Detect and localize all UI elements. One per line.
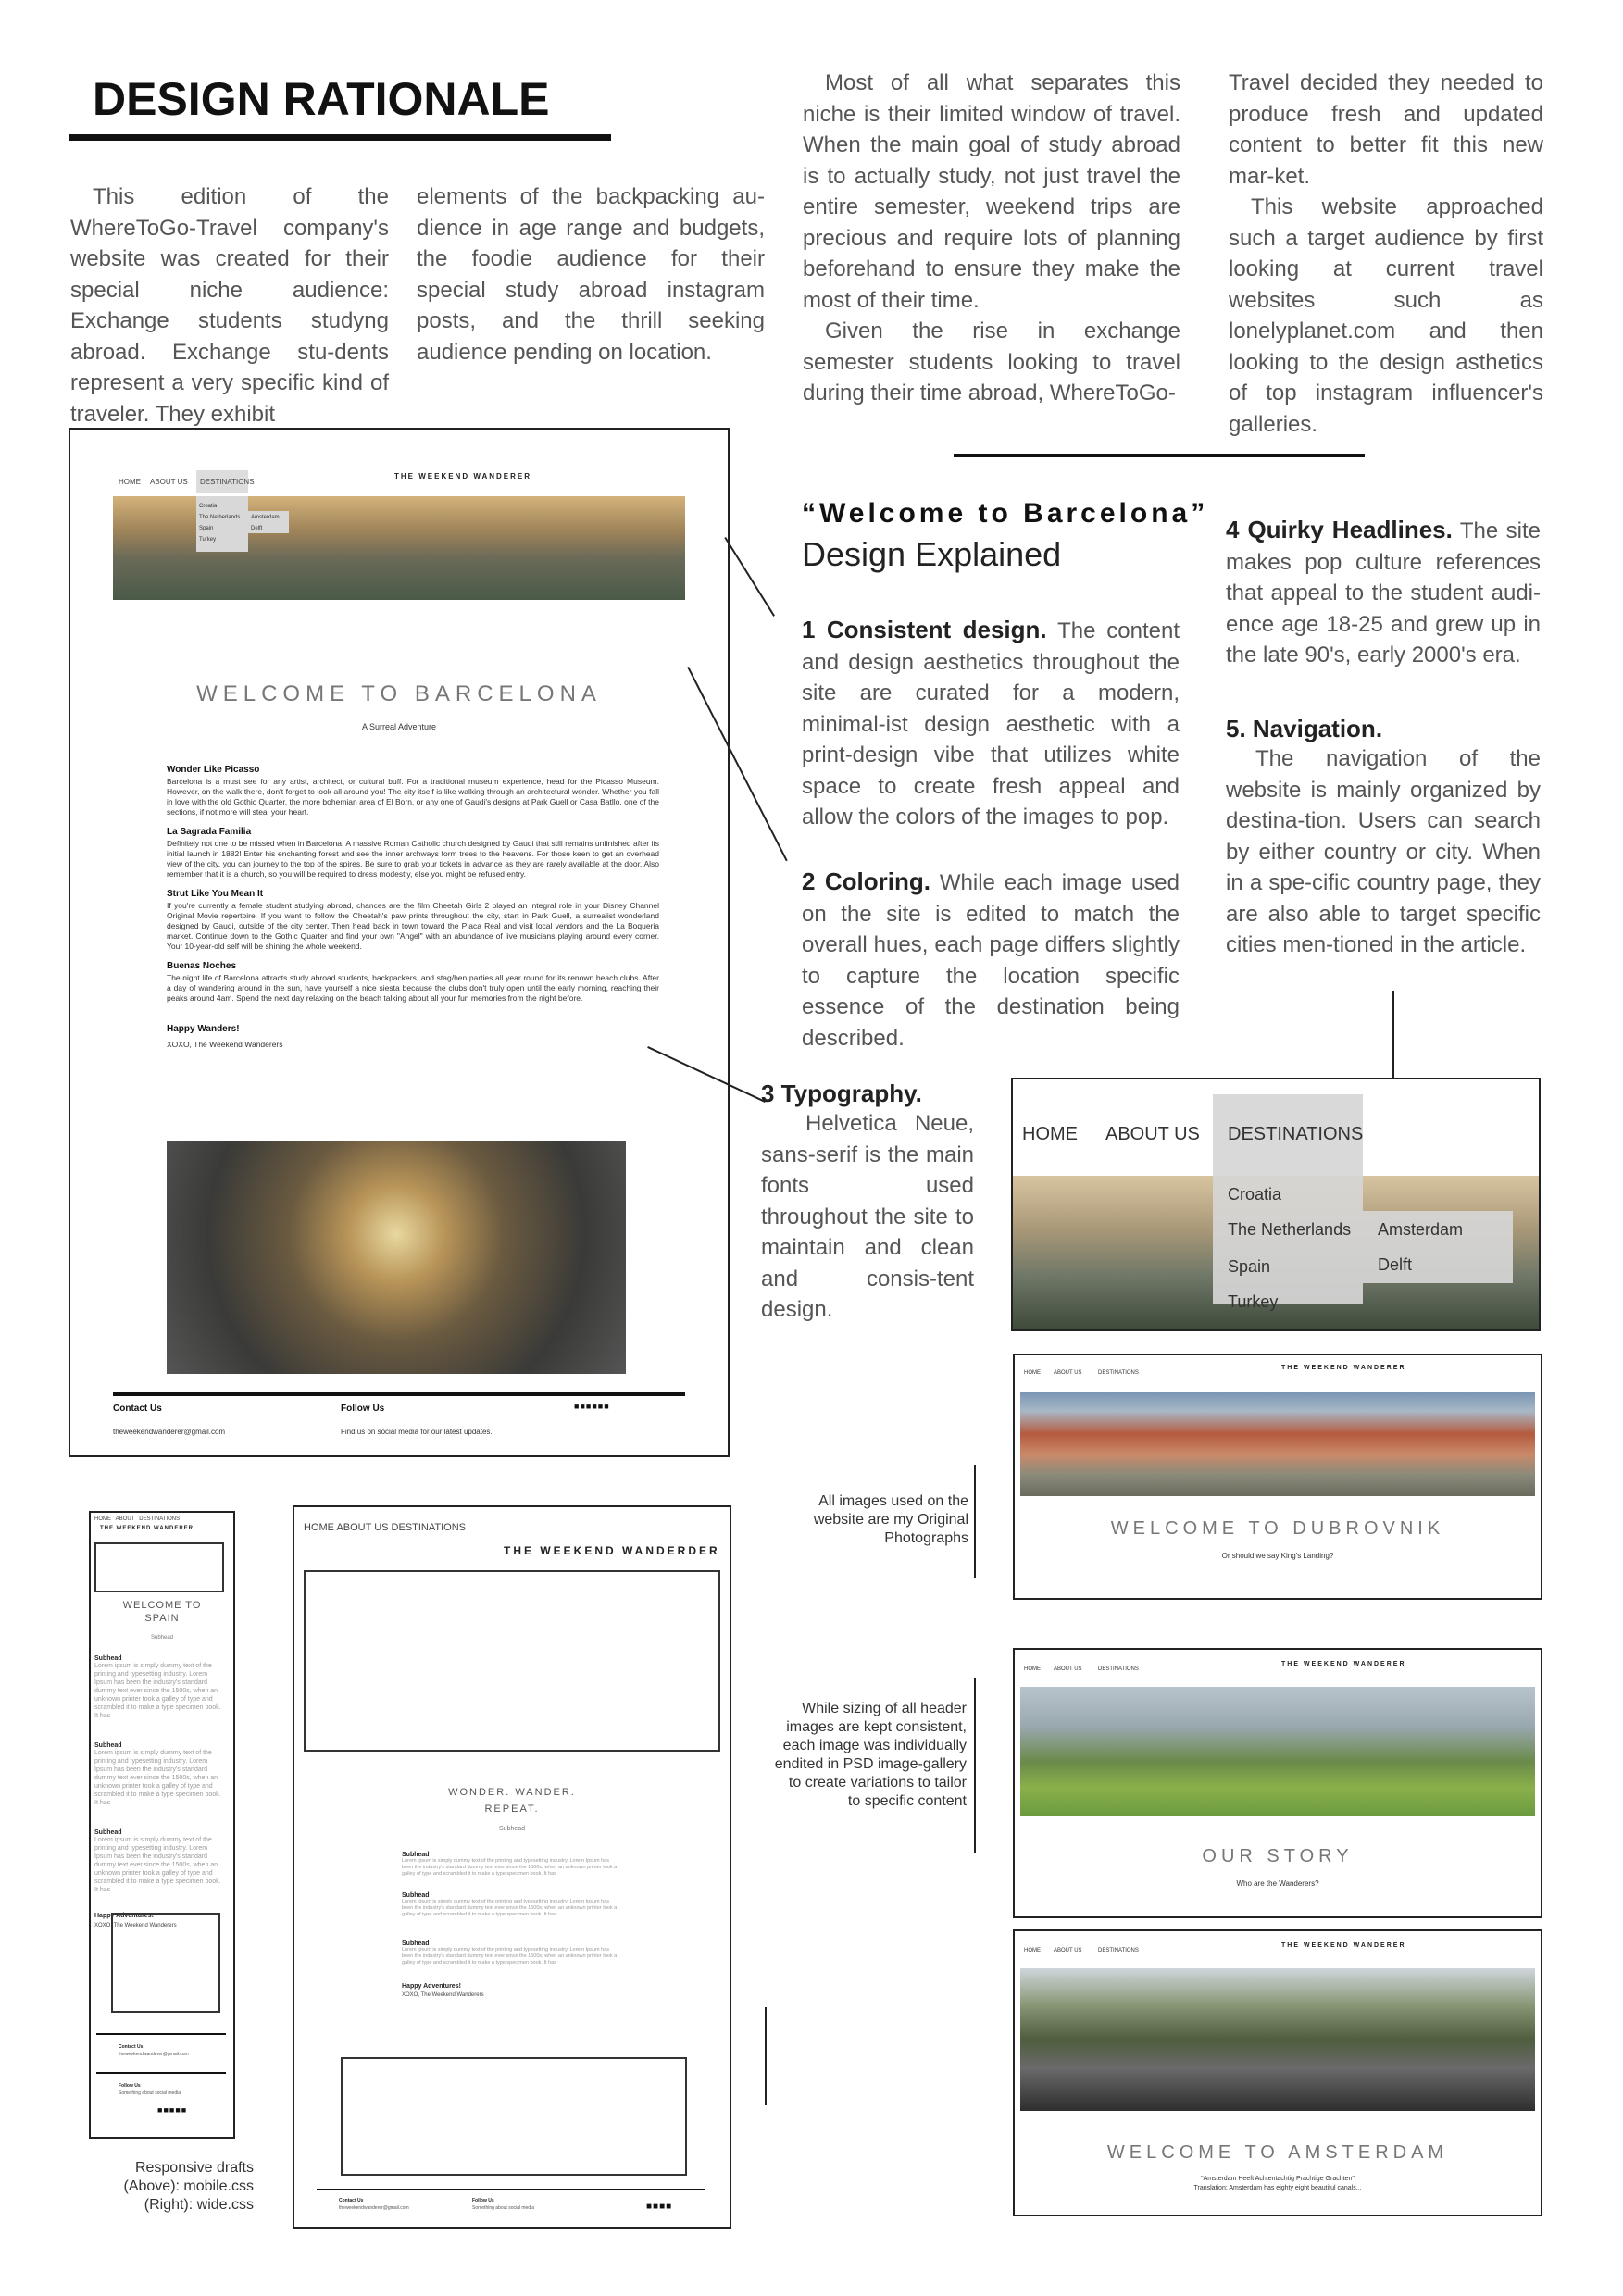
sagrada-familia-image [167,1141,626,1374]
mobile-sub-2: Subhead [94,1742,122,1749]
mobile-header-placeholder [94,1542,224,1592]
point-1 [802,615,1180,833]
mobile-lorem-1: Lorem ipsum is simply dummy text of the printing and typesetting industry. Lorem Ipsum has been the industry's standard dummy text ever since the 1500s, when an unknown printer took a galley of type and scrambled it to make a type specimen book. It has [94,1663,221,1719]
intro-col-2 [417,181,765,368]
wide-lorem-1: Lorem ipsum is simply dummy text of the printing and typesetting industry. Lorem Ipsum has been the industry's standard dummy text ever since the 1500s, when an unknown printer took a galley of type and scrambled it to make a type specimen book. It has [402,1858,618,1877]
zoom-item-turkey[interactable]: Turkey [1228,1292,1279,1311]
mobile-footer-rule [96,2033,226,2035]
mobile-follow: Follow Us [119,2083,141,2089]
wide-xoxo: XOXO, The Weekend Wanderers [402,1992,484,1998]
tumblr-icon[interactable]: ■ [597,1402,605,1411]
mobile-lorem-3: Lorem ipsum is simply dummy text of the printing and typesetting industry. Lorem Ipsum has been the industry's standard dummy text ever since the 1500s, when an unknown printer took a galley of type and scrambled it to make a type specimen book. It has [94,1837,221,1893]
dd-turkey[interactable]: Turkey [199,537,217,543]
section-divider [954,454,1365,457]
ams-sub-1: "Amsterdam Heeft Achtentachtig Prachtige Grachten" [1201,2176,1355,2182]
caption-images: All images used on the website are my Original Photographs [813,1493,968,1546]
our-story-header-image [1020,1687,1535,1816]
mobile-xoxo: XOXO, The Weekend Wanderers [94,1923,177,1928]
barcelona-article [167,755,659,1050]
point-1-body: The content and design aesthetics throughout the site are curated for a modern, minimal-ist design aesthetic with a print-design vibe that utilizes white space to create fresh appeal and allow the colors of the images to pop. [802,618,1180,830]
zoom-sub-delft[interactable]: Delft [1378,1255,1413,1274]
ams-nav-home[interactable]: HOME [1024,1948,1041,1953]
footer-contact-email[interactable]: theweekendwanderer@gmail.com [113,1428,226,1436]
pinterest-icon[interactable]: ■ [175,2105,181,2115]
wide-sub-2: Subhead [402,1892,430,1899]
zoom-sub-amsterdam[interactable]: Amsterdam [1378,1220,1464,1239]
explained-quote: “Welcome to Barcelona” [802,498,1209,529]
intro-col-1-text: This edition of the WhereToGo-Travel company's website was created for their special niche audience: Exchange students studyng abroad. Exchange stu-dents represent a very specific kind of traveler. They exhibit [70,184,389,427]
caption-sizing: While sizing of all header images are kept consistent, each image was individually endited in PSD image-gallery to create variations to tailor to specific content [774,1701,967,1809]
dd-netherlands[interactable]: The Netherlands [199,515,241,520]
article-heading-2: La Sagrada Familia [167,827,252,837]
barcelona-tagline: A Surreal Adventure [361,722,437,731]
story-nav-destinations[interactable]: DESTINATIONS [1098,1666,1139,1672]
intro-col-4-text-a: Travel decided they needed to produce fresh and updated content to better fit this new mar-ket. [1229,70,1543,189]
nav-connector-line [1392,991,1394,1079]
story-sub: Who are the Wanderers? [1236,1879,1319,1888]
twitter-icon[interactable]: ■ [585,1402,593,1411]
zoomed-nav-mockup [1011,1078,1541,1331]
wide-nav[interactable]: HOME ABOUT US DESTINATIONS [304,1522,467,1533]
wide-welcome-2: REPEAT. [484,1803,540,1815]
wide-happy: Happy Adventures! [402,1983,461,1990]
intro-col-3-text-b: Given the rise in exchange semester students looking to travel during their time abroad, WhereToGo- [803,318,1180,406]
page-title: DESIGN RATIONALE [93,73,550,125]
article-text-2: Definitely not one to be missed when in Barcelona. A massive Roman Catholic church designed by Gaudi that still remains unfinished after its initial launch in 1882! Enter his enchanting forest and see the inner archways form trees to the heavens. For those keen to get an overhead view of the city, you can journey to the top of the spires. Be sure to grab your tickets in advance as they are rarely available at the door. Also remember that it is a church, so you will be required to dress modestly, else you might be refused entry. [167,839,659,879]
wide-draft [293,1505,731,2229]
dd-spain[interactable]: Spain [199,526,214,531]
intro-col-1 [70,181,389,430]
drafts-caption-2: (Above): mobile.css [123,2178,254,2194]
our-story-page [1013,1648,1542,1918]
wide-social-text: Something about social media [472,2205,534,2211]
explained-subtitle: Design Explained [802,535,1062,573]
intro-col-2-text: elements of the backpacking au-dience in age range and budgets, the foodie audience for their special study abroad instagram posts, and the thrill seeking audience pending on location. [417,184,765,365]
twitter-icon[interactable]: ■ [659,2202,667,2212]
dub-nav-destinations[interactable]: DESTINATIONS [1098,1370,1139,1376]
intro-col-4-text-b: This website approached such a target audience by first looking at current travel websites such as lonelyplanet.com and then looking to the design asthetics of top instagram influencer's galleries. [1229,194,1543,437]
zoom-nav-about[interactable]: ABOUT US [1105,1124,1200,1144]
footer-contact-heading: Contact Us [113,1404,162,1414]
zoom-dropdown [1213,1094,1364,1311]
facebook-icon[interactable]: ■ [574,1402,581,1411]
ams-title: WELCOME TO AMSTERDAM [1106,2142,1449,2163]
wide-article [402,1852,620,1998]
facebook-icon[interactable]: ■ [157,2105,164,2115]
mobile-article [94,1655,224,1928]
ams-nav-destinations[interactable]: DESTINATIONS [1098,1948,1139,1953]
title-rule [69,134,611,141]
wide-sub-3: Subhead [402,1940,430,1947]
point-1-heading: 1 Consistent design. [802,616,1047,643]
zoom-item-netherlands[interactable]: The Netherlands [1228,1220,1352,1239]
mock-subdropdown [248,511,289,533]
mobile-welcome-1: WELCOME TO [122,1600,202,1611]
mobile-happy: Happy Adventures! [94,1913,154,1919]
dd-amsterdam[interactable]: Amsterdam [251,515,280,520]
mock-dropdown [196,496,248,552]
wide-lorem-3: Lorem ipsum is simply dummy text of the printing and typesetting industry. Lorem Ipsum has been the industry's standard dummy text ever since the 1500s, when an unknown printer took a galley of type and scrambled it to make a type specimen book. It has [402,1947,618,1965]
point-4-heading: 4 Quirky Headlines. [1226,516,1453,543]
article-signoff: Happy Wanders! [167,1024,240,1034]
mobile-sub-1: Subhead [94,1655,122,1662]
article-xoxo: XOXO, The Weekend Wanderers [167,1040,283,1049]
barcelona-mockup [69,428,730,1457]
story-nav-home[interactable]: HOME [1024,1666,1041,1672]
point-2-body: While each image used on the site is edited to match the overall hues, each page differs slightly to capture the location specific essence of the destination being described. [802,870,1180,1051]
mock-nav-destinations[interactable]: DESTINATIONS [196,470,248,493]
point-5 [1226,715,1541,961]
mobile-email[interactable]: theweekendwanderer@gmail.com [119,2052,189,2057]
instagram-icon[interactable]: ■ [163,2105,169,2115]
mobile-image-placeholder [111,1913,220,2013]
wide-welcome-1: WONDER. WANDER. [448,1787,576,1798]
tumblr-icon[interactable]: ■ [666,2202,673,2212]
point-4 [1226,515,1541,671]
story-nav-about[interactable]: ABOUT US [1054,1666,1082,1672]
wide-social-icons [646,2202,672,2212]
caption-images-line [974,1465,976,1578]
mobile-brand: THE WEEKEND WANDERER [100,1526,194,1531]
barcelona-welcome: WELCOME TO BARCELONA [196,681,602,706]
dub-nav-about[interactable]: ABOUT US [1054,1370,1082,1376]
mock-brand: THE WEEKEND WANDERER [394,472,532,480]
drafts-caption [70,2159,254,2215]
wide-email[interactable]: theweekendwanderer@gmail.com [339,2205,409,2211]
instagram-icon[interactable]: ■ [580,1402,586,1411]
twitter-icon[interactable]: ■ [169,2105,176,2115]
footer-follow-heading: Follow Us [341,1404,385,1414]
amsterdam-header-image [1020,1968,1535,2111]
story-title: OUR STORY [1202,1846,1354,1866]
dub-brand: THE WEEKEND WANDERER [1281,1365,1406,1371]
zoom-item-spain[interactable]: Spain [1228,1257,1271,1276]
mobile-social-text: Something about social media [119,2090,181,2096]
dub-nav-home[interactable]: HOME [1024,1370,1041,1376]
ams-brand: THE WEEKEND WANDERER [1281,1942,1406,1949]
ams-sub-2: Translation: Amsterdam has eighty eight beautiful canals... [1193,2185,1362,2191]
dubrovnik-page [1013,1354,1542,1600]
intro-col-3 [803,68,1180,409]
story-brand: THE WEEKEND WANDERER [1281,1661,1406,1667]
footer-rule [113,1392,685,1396]
dub-sub: Or should we say King's Landing? [1221,1552,1334,1560]
mobile-lorem-2: Lorem ipsum is simply dummy text of the printing and typesetting industry. Lorem Ipsum has been the industry's standard dummy text ever since the 1500s, when an unknown printer took a galley of type and scrambled it to make a type specimen book. It has [94,1750,221,1806]
mobile-footer-rule-2 [96,2072,226,2074]
instagram-icon[interactable]: ■ [653,2202,660,2212]
point-4-body: The site makes pop culture references that appeal to the student audi-ence age 18-25 and grew up in the late 90's, early 2000's era. [1226,518,1541,668]
wide-follow: Follow Us [472,2198,494,2203]
footer-follow-text: Find us on social media for our latest updates. [341,1428,493,1436]
zoom-nav-destinations[interactable]: DESTINATIONS [1228,1124,1364,1144]
vimeo-icon[interactable]: ■ [604,1402,610,1411]
amsterdam-page [1013,1929,1542,2216]
drafts-caption-3: (Right): wide.css [144,2197,254,2213]
wide-subhead: Subhead [498,1826,526,1832]
tumblr-icon[interactable]: ■ [181,2105,188,2115]
article-heading-4: Buenas Noches [167,961,237,971]
ams-nav-about[interactable]: ABOUT US [1054,1948,1082,1953]
intro-col-3-text-a: Most of all what separates this niche is their limited window of travel. When the main goal of study abroad is to actually study, not just travel the entire semester, weekend trips are precious and require lots of planning beforehand to ensure they make the most of their time. [803,70,1180,313]
wide-footer-rule [317,2189,705,2190]
point-3 [761,1079,974,1326]
zoom-nav-home[interactable]: HOME [1022,1124,1078,1144]
mock-nav-about[interactable]: ABOUT US [150,478,188,486]
mobile-contact: Contact Us [119,2044,144,2050]
point-3-body: Helvetica Neue, sans-serif is the main fonts used throughout the site to maintain and clean and consis-tent design. [761,1111,974,1322]
pinterest-icon[interactable]: ■ [592,1402,598,1411]
wide-sub-1: Subhead [402,1852,430,1858]
drafts-divider-line [765,2007,767,2105]
article-heading-3: Strut Like You Mean It [167,889,264,899]
connector-line-1 [724,537,775,617]
wide-brand: THE WEEKEND WANDERDER [504,1544,720,1557]
footer-social-icons [574,1402,610,1411]
dub-title: WELCOME TO DUBROVNIK [1110,1518,1445,1539]
dd-croatia[interactable]: Croatia [199,504,218,509]
mobile-nav[interactable]: HOME ABOUT DESTINATIONS [94,1516,181,1522]
intro-col-4 [1229,68,1543,440]
zoom-item-croatia[interactable]: Croatia [1228,1185,1282,1204]
article-text-3: If you're currently a female student studying abroad, chances are the film Cheetah Girls 2 played an integral role in your Disney Channel Original Movie repertoire. If you want to follow the Cheetah's paw prints throughout the city, start in Park Guell, a surrealist wonderland designed by Gaudi, outside of the city center. Then head back in town toward the Placa Real and visit local vendors and the La Boqueria market. Continue down to the Gothic Quarter and find your own "Angel" with an abundance of live musicians playing around every corner. Your 10-year-old self will be shining the whole weekend. [167,901,659,951]
wide-image-placeholder [341,2057,687,2176]
article-heading-1: Wonder Like Picasso [167,765,260,775]
mobile-draft [89,1511,235,2139]
mock-nav-home[interactable]: HOME [119,478,141,486]
drafts-caption-1: Responsive drafts [134,2160,254,2176]
wide-contact: Contact Us [339,2198,364,2203]
point-2-heading: 2 Coloring. [802,867,930,895]
point-2 [802,867,1180,1054]
point-3-heading: 3 Typography. [761,1079,922,1107]
article-text-4: The night life of Barcelona attracts study abroad students, backpackers, and stag/hen parties all year round for its renown beach clubs. After a day of wandering around in the sun, have yourself a nice siesta because the clubs don't truly open until the early morning, reaching their peaks around 4am. Spend the next day relaxing on the beach talking about all your fun memories from the night before. [167,973,659,1003]
mobile-welcome-2: SPAIN [144,1613,180,1624]
wide-lorem-2: Lorem ipsum is simply dummy text of the printing and typesetting industry. Lorem Ipsum has been the industry's standard dummy text ever since the 1500s, when an unknown printer took a galley of type and scrambled it to make a type specimen book. It has [402,1899,618,1917]
facebook-icon[interactable]: ■ [646,2202,654,2212]
dd-delft[interactable]: Delft [251,526,263,531]
zoom-subdropdown [1363,1211,1513,1283]
wide-header-placeholder [304,1570,720,1752]
caption-sizing-line [974,1678,976,1853]
mobile-social-icons [157,2105,187,2115]
dubrovnik-header-image [1020,1392,1535,1496]
point-5-heading: 5. Navigation. [1226,715,1383,742]
point-5-body: The navigation of the website is mainly organized by destina-tion. Users can search by either country or city. When in a spe-cific country page, they are also able to target specific cities men-tioned in the article. [1226,746,1541,957]
mobile-subhead: Subhead [150,1635,174,1641]
article-text-1: Barcelona is a must see for any artist, architect, or cultural buff. For a traditional museum experience, head for the Picasso Museum. However, on the walk there, don't forget to look all around you! The city itself is like walking through an architectural wonder. Whether you fall in love with the old Gothic Quarter, the more bohemian area of El Born, or any one of Gaudi's designs at Park Guell or Casa Batllo, one of the sections, if not more will steal your heart. [167,777,659,817]
mobile-sub-3: Subhead [94,1829,122,1836]
